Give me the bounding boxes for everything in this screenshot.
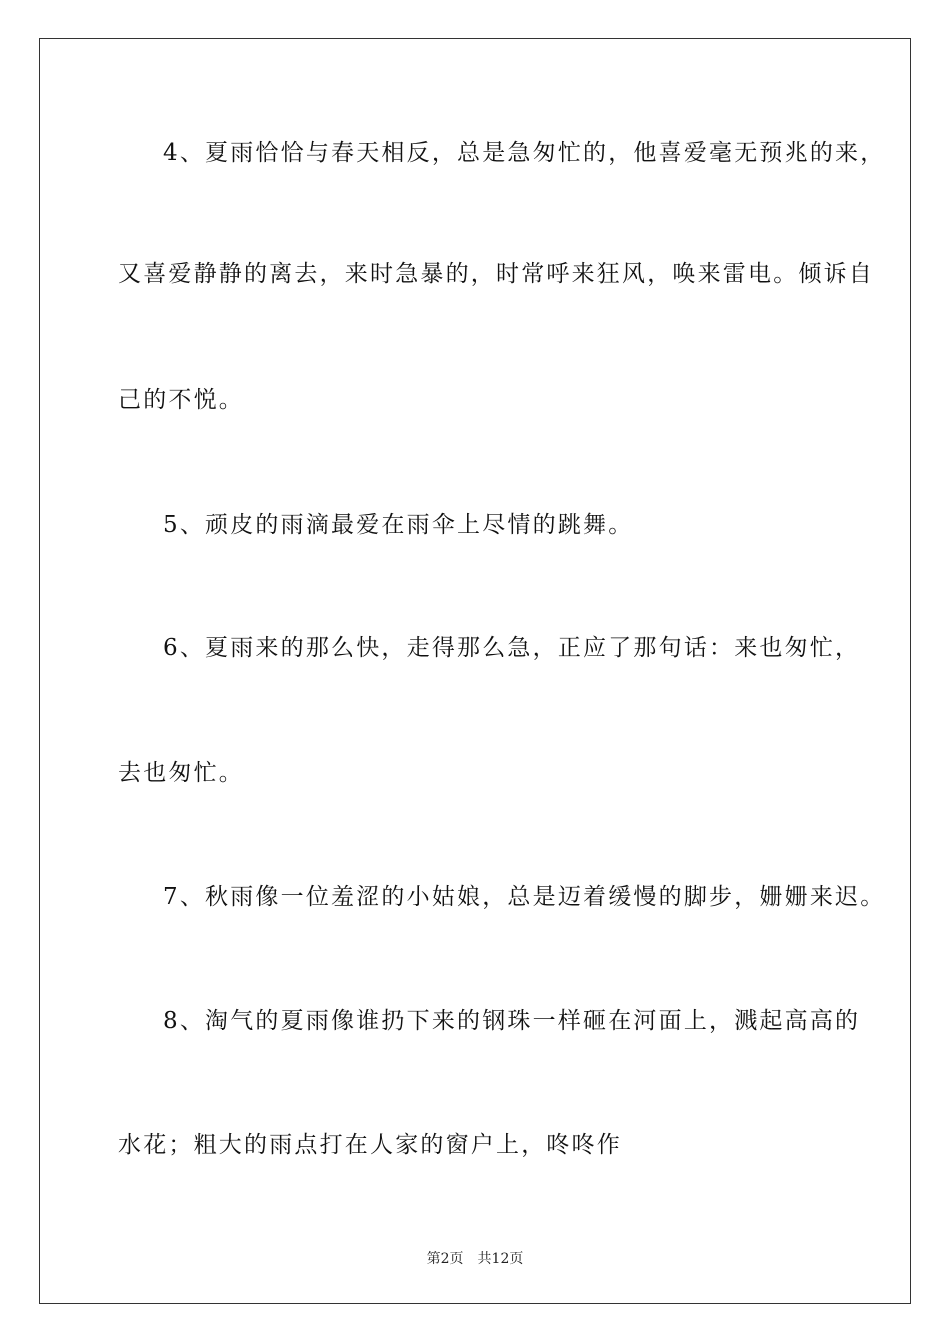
paragraph-5-line-1: 5、顽皮的雨滴最爱在雨伞上尽情的跳舞。 xyxy=(163,512,634,538)
page-footer xyxy=(0,1248,950,1268)
page-border xyxy=(39,38,911,1304)
page-total: 共12页 xyxy=(477,1251,524,1267)
paragraph-7-line-1: 7、秋雨像一位羞涩的小姑娘，总是迈着缓慢的脚步，姗姗来迟。 xyxy=(163,884,886,910)
paragraph-6-line-1: 6、夏雨来的那么快，走得那么急，正应了那句话：来也匆忙， xyxy=(163,635,861,661)
page-number: 第2页 xyxy=(426,1251,464,1267)
paragraph-4-line-2: 又喜爱静静的离去，来时急暴的，时常呼来狂风，唤来雷电。倾诉自 xyxy=(118,261,874,287)
paragraph-4-line-3: 己的不悦。 xyxy=(118,387,244,413)
paragraph-4-line-1: 4、夏雨恰恰与春天相反，总是急匆忙的，他喜爱毫无预兆的来， xyxy=(163,140,886,166)
paragraph-8-line-2: 水花；粗大的雨点打在人家的窗户上，咚咚作 xyxy=(118,1132,622,1158)
paragraph-8-line-1: 8、淘气的夏雨像谁扔下来的钢珠一样砸在河面上，溅起高高的 xyxy=(163,1008,861,1034)
paragraph-6-line-2: 去也匆忙。 xyxy=(118,760,244,786)
